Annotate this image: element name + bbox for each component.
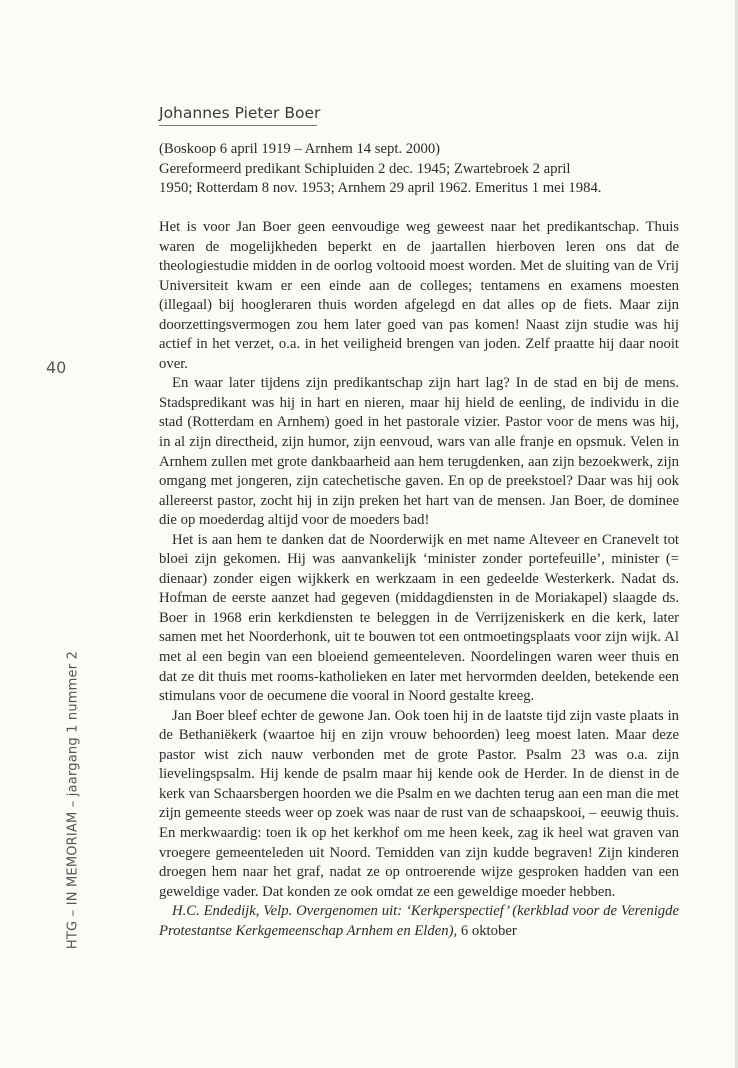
paragraph: Het is voor Jan Boer geen eenvoudige weg geweest naar het predikantschap. Thuis waren de mogelijkheden beperkt en de jaartallen hierboven leren ons dat de theologiestudie midden in de oorlog voltooid moest worden. Met de sluiting van de Vrij Universiteit kwam er een einde aan de colleges; tentamens en examens moesten (illegaal) bij hoogleraren thuis worden afgelegd en dat alles op de fiets. Maar zijn doorzettingsvermogen zou hem later goed van pas komen! Naast zijn studie was hij actief in het verzet, o.a. in het veiligheid brengen van joden. Zelf praatte hij daar nooit over. [159,219,679,372]
article-body [159,218,679,941]
career-line-2: 1950; Rotterdam 8 nov. 1953; Arnhem 29 april 1962. Emeritus 1 mei 1984. [159,180,602,196]
biographical-details [159,140,679,199]
life-dates: (Boskoop 6 april 1919 – Arnhem 14 sept. 2000) [159,141,441,157]
title-underline [159,125,317,126]
source-credit-text: H.C. Endedijk, Velp. Overgenomen uit: ‘Kerkperspectief’ (kerkblad voor de Verenigde Protestantse Kerkgemeenschap Arnhem en Elden), [159,903,679,939]
paragraph: En waar later tijdens zijn predikantschap zijn hart lag? In de stad en bij de mens. Stadspredikant was hij in hart en nieren, maar hij hield de eenling, de individu in die stad (Rotterdam en Arnhem) goed in het pastorale vizier. Pastor voor de mens was hij, in al zijn directheid, zijn humor, zijn eenvoud, wars van alle franje en opsmuk. Velen in Arnhem zullen met grote dankbaarheid aan hem terugdenken, aan zijn bezoekwerk, zijn omgang met jongeren, zijn catechetische gaven. En op de preekstoel? Daar was hij ook allereerst pastor, zocht hij in zijn preken het hart van de mensen. Jan Boer, de dominee die op moederdag altijd voor de moeders bad! [159,375,679,529]
career-line-1: Gereformeerd predikant Schipluiden 2 dec. 1945; Zwartebroek 2 april [159,160,571,177]
paragraph: Jan Boer bleef echter de gewone Jan. Ook toen hij in de laatste tijd zijn vaste plaats in de Bethaniëkerk (waartoe hij en zijn vrouw behoorden) leeg moest laten. Maar deze pastor wist zich nauw verbonden met de grote Pastor. Psalm 23 was o.a. zijn lievelingspsalm. Hij kende de psalm maar hij kende ook de Herder. In de dienst in de kerk van Schaarsbergen hoorden we die Psalm en we dachten terug aan een man die met zijn gemeente steeds weer op zoek was naar de rust van de schaapskooi, – eeuwig thuis. En merkwaardig: toen ik op het kerkhof om me heen keek, zag ik heel wat graven van vroegere gemeenteleden uit Noord. Temidden van zijn kudde begraven! Zijn kinderen droegen hem naar het graf, nadat ze op ontroerende wijze gesproken hadden van een geweldige vader. Dat konden ze ook omdat ze een geweldige moeder hebben. [159,707,679,900]
paragraph: Het is aan hem te danken dat de Noorderwijk en met name Alteveer en Cranevelt tot bloei zijn gekomen. Hij was aanvankelijk ‘minister zonder portefeuille’, minister (= dienaar) zonder eigen wijkkerk en werkzaam in een gedeelde Westerkerk. Nadat ds. Hofman de eerste aanzet had gegeven (middagdiensten in de Moriakapel) slaagde ds. Boer in 1968 erin kerkdiensten te beleggen in de Verrijzeniskerk en die kerk, later samen met het Noorderhonk, uit te bouwen tot een ontmoetingsplaats voor zijn wijk. Al met al een begin van een bloeiend gemeenteleven. Noordelingen waren weer thuis en dat ze dit thuis met rooms-katholieken en later met hervormden deelden, betekende een stimulans voor de oecumene die vooral in Noord gestalte kreeg. [159,531,679,705]
running-head: HTG – IN MEMORIAM – jaargang 1 nummer 2 [65,650,81,950]
page-number: 40 [46,358,67,377]
source-credit [159,902,679,941]
article-title: Johannes Pieter Boer [159,104,321,122]
source-credit-date: 6 oktober [460,922,517,939]
